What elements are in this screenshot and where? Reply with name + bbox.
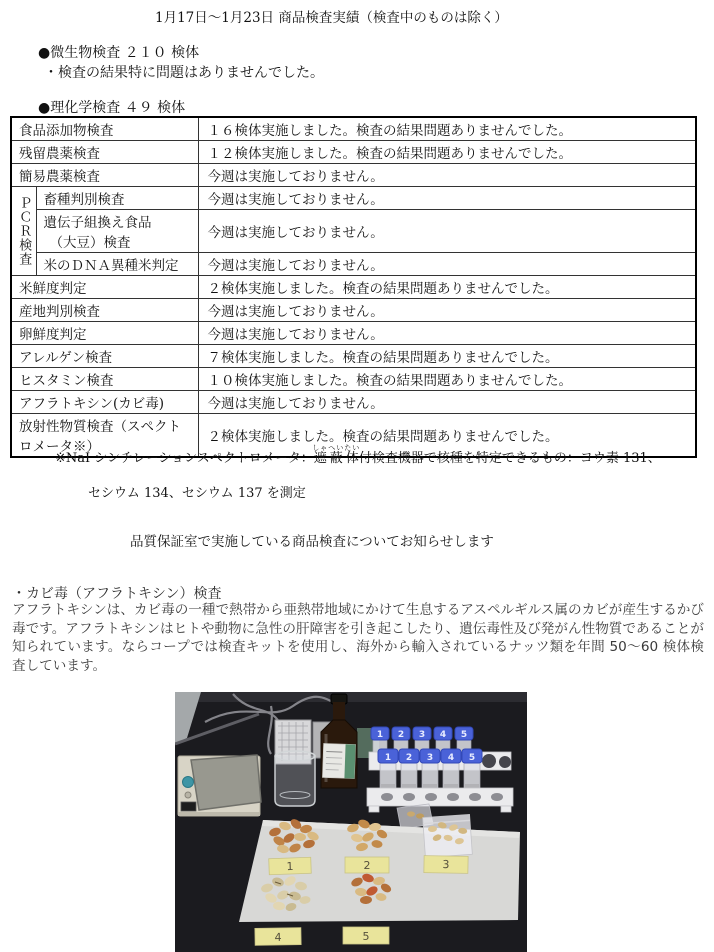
footnote-prefix: ※NaI シンチレーションスペクトロメータ：: [55, 451, 314, 466]
sample-label: 3: [442, 857, 450, 872]
rack-hole: [499, 756, 511, 768]
tube-row-front: [378, 749, 482, 794]
row-result: ２検体実施しました。検査の結果問題ありませんでした。: [198, 276, 696, 299]
row-result: 今週は実施しておりません。: [198, 391, 696, 414]
shaker-display: [181, 802, 196, 811]
row-result: ７検体実施しました。検査の結果問題ありませんでした。: [198, 345, 696, 368]
row-result: 今週は実施しておりません。: [198, 322, 696, 345]
footnote-line2: セシウム 134、セシウム 137 を測定: [88, 486, 306, 501]
table-row: [11, 253, 696, 276]
sample-label: 1: [286, 859, 294, 874]
sticky-note-4: [255, 928, 301, 946]
sample-label: 4: [274, 930, 282, 945]
lab-photo-svg: [175, 692, 527, 952]
sticky-note-3: [424, 856, 468, 874]
table-row: [11, 322, 696, 345]
tube-cap-number: 3: [426, 753, 434, 763]
tube-cap-number: 5: [460, 730, 468, 740]
row-label: アレルゲン検査: [11, 345, 198, 368]
page-title: 1月17日～1月23日 商品検査実績（検査中のものは除く）: [155, 10, 508, 26]
tube-cap-number: 2: [405, 753, 413, 763]
footnote-ruby-base: 遮蔽体: [312, 451, 361, 466]
row-label: 卵鮮度判定: [11, 322, 198, 345]
table-row: [11, 141, 696, 164]
row-label: 残留農薬検査: [11, 141, 198, 164]
row-label: 簡易農薬検査: [11, 164, 198, 187]
bench-back-edge: [175, 692, 527, 702]
row-result: １２検体実施しました。検査の結果問題ありませんでした。: [198, 141, 696, 164]
lab-photo: [175, 692, 527, 952]
table-row: [11, 368, 696, 391]
micro-inspection-heading: ●微生物検査 ２１０ 検体: [38, 45, 200, 61]
sample-label: 2: [363, 859, 371, 872]
tube-cap-number: 4: [447, 753, 455, 763]
footnote-line1: [55, 444, 661, 466]
row-result: 今週は実施しておりません。: [198, 253, 696, 276]
table-row: [11, 187, 696, 210]
table-row: [11, 164, 696, 187]
tube-cap-number: 1: [384, 753, 392, 763]
aflatoxin-section-heading: ・カビ毒（アフラトキシン）検査: [12, 586, 222, 602]
row-label: 米鮮度判定: [11, 276, 198, 299]
chem-inspection-heading: ●理化学検査 ４９ 検体: [38, 100, 186, 116]
row-result: 今週は実施しておりません。: [198, 187, 696, 210]
announcement-heading: 品質保証室で実施している商品検査についてお知らせします: [130, 534, 494, 550]
tube-cap-number: 5: [468, 753, 476, 763]
row-result: ２検体実施しました。検査の結果問題ありませんでした。: [198, 414, 696, 458]
table-row: [11, 117, 696, 141]
row-label: 畜種判別検査: [36, 187, 198, 210]
sample-bag-3: [423, 814, 473, 857]
row-result: １０検体実施しました。検査の結果問題ありませんでした。: [198, 368, 696, 391]
bottle-label: [322, 743, 355, 778]
row-label: [36, 210, 198, 253]
shaker-machine: [178, 755, 261, 816]
footnote-ruby: [312, 444, 361, 466]
pcr-group-label-cell: [11, 187, 36, 276]
row-result: 今週は実施しておりません。: [198, 210, 696, 253]
rack-hole: [482, 754, 496, 768]
table-row: [11, 210, 696, 253]
row-result: 今週は実施しておりません。: [198, 164, 696, 187]
tube-cap-number: 4: [439, 730, 447, 740]
row-label-line2: （大豆）検査: [49, 235, 131, 251]
row-label: 食品添加物検査: [11, 117, 198, 141]
knob-icon: [183, 777, 194, 788]
glass-beaker: [275, 751, 315, 806]
row-label: アフラトキシン(カビ毒): [11, 391, 198, 414]
tube-cap-number: 2: [397, 730, 405, 740]
footnote-suffix: 付検査機器で核種を特定できるもの：ヨウ素 131、: [358, 451, 661, 466]
row-label: 米のＤＮＡ異種米判定: [36, 253, 198, 276]
aflatoxin-section-body: アフラトキシンは、カビ毒の一種で熱帯から亜熱帯地域にかけて生息するアスペルギルス属のカビが産生するかび毒です。アフラトキシンはヒトや動物に急性の肝障害を引き起こしたり、遺伝毒性及び発がん性物質であることが知られています。ならコープでは検査キットを使用し、海外から輸入されているナッツ類を年間 50～60 検体検査しています。: [12, 602, 704, 674]
sample-label: 5: [362, 930, 370, 943]
row-label-line1: 遺伝子組換え食品: [43, 215, 152, 231]
knob-icon: [185, 792, 191, 798]
shaker-platform: [191, 755, 261, 810]
tube-cap-number: 1: [376, 730, 384, 740]
row-label: 放射性物質検査（スペクトロメータ※）: [11, 414, 198, 458]
micro-inspection-note: ・検査の結果特に問題はありませんでした。: [44, 65, 324, 81]
pcr-group-label: ＰＣＲ検査: [16, 196, 32, 266]
sticky-note-1: [269, 857, 312, 874]
sticky-note-2: [345, 857, 389, 873]
row-label: 産地判別検査: [11, 299, 198, 322]
footnote-furigana: しゃへいたい: [312, 444, 361, 452]
table-row: [11, 391, 696, 414]
row-result: １６検体実施しました。検査の結果問題ありませんでした。: [198, 117, 696, 141]
tube-cap-number: 3: [418, 730, 426, 740]
table-row: [11, 276, 696, 299]
table-row: [11, 345, 696, 368]
inspection-results-table: [10, 116, 697, 458]
row-label: ヒスタミン検査: [11, 368, 198, 391]
sticky-note-5: [343, 927, 389, 944]
row-result: 今週は実施しておりません。: [198, 299, 696, 322]
table-row: [11, 299, 696, 322]
